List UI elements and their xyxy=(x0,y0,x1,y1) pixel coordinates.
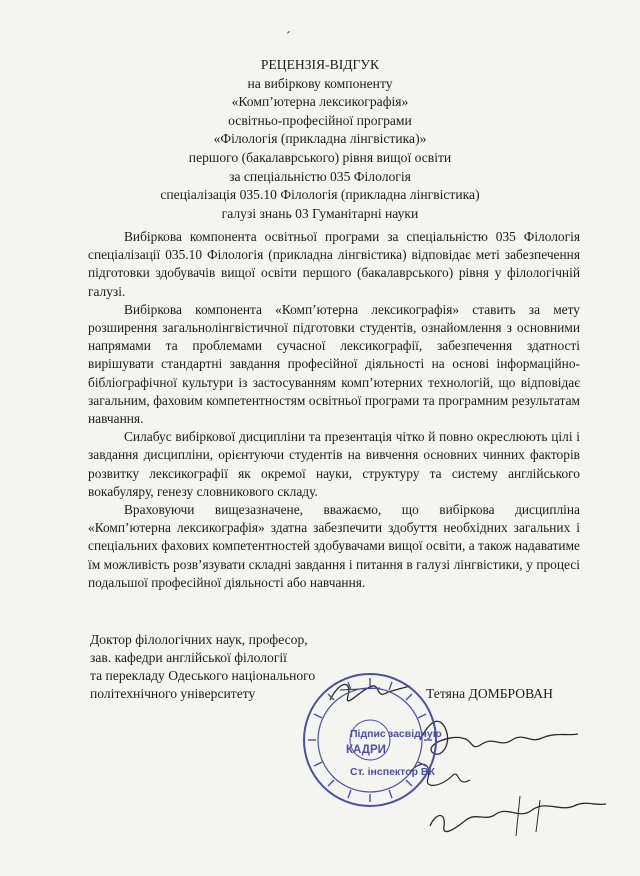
stamp-line: засвідчую xyxy=(388,728,442,740)
signer-line: зав. кафедри англійської філології xyxy=(90,650,287,665)
header-line: галузі знань 03 Гуманітарні науки xyxy=(221,205,419,221)
header-line: за спеціальністю 035 Філологія xyxy=(229,168,411,184)
header-line: спеціалізація 035.10 Філологія (прикладна лінгвістика) xyxy=(160,187,480,203)
header-line: «Комп’ютерна лексикографія» xyxy=(231,94,409,110)
body-paragraph: Силабус вибіркової дисципліни та презентація чітко й повно окреслюють цілі і завдання дисципліни, орієнтуючи студентів на вивчення основних чинних факторів розвитку лексикографії як окремої науки, структуру та систему англійського вокабуляру, генезу словникового складу. xyxy=(88,429,580,499)
stamp-line: Підпис xyxy=(350,728,386,740)
top-mark: ´ xyxy=(286,30,291,45)
signer-block xyxy=(90,631,315,703)
body-paragraph: Вибіркова компонента освітньої програми за спеціальністю 035 Філологія спеціалізації 035.10 Філологія (прикладна лінгвістика) відповідає меті забезпечення підготовки здобувачів вищої освіти першого (бакалаврського) рівня у філологічній галузі. xyxy=(88,229,580,299)
header-line: першого (бакалаврського) рівня вищої освіти xyxy=(188,149,452,165)
signer-line: політехнічного університету xyxy=(90,686,256,701)
document-body xyxy=(88,228,580,592)
document-title: РЕЦЕНЗІЯ-ВІДГУК xyxy=(260,57,380,72)
body-paragraph: Враховуючи вищезазначене, вважаємо, що вибіркова дисципліна «Комп’ютерна лексикографія» здатна забезпечити здобуття необхідних загальних і спеціальних фахових компетентностей здобувачами вищої освіти, а також надаватиме їм можливість розв’язувати складні завдання і питання в галузі лінгвістики, у процесі подальшої професійної діяльності або навчання. xyxy=(88,502,580,590)
stamp-line: Ст. інспектор ВК xyxy=(350,766,435,778)
signer-name: Тетяна ДОМБРОВАН xyxy=(426,686,553,701)
header-line: освітньо-професійної програми xyxy=(228,112,412,128)
stamp-seal-icon xyxy=(300,670,440,810)
signer-line: та перекладу Одеського національного xyxy=(90,668,316,683)
stamp-line: КАДРИ xyxy=(346,744,386,756)
header-line: «Філологія (прикладна лінгвістика)» xyxy=(213,131,427,147)
document-header xyxy=(60,56,580,223)
header-line: на вибіркову компоненту xyxy=(247,75,393,91)
signer-line: Доктор філологічних наук, професор, xyxy=(90,632,308,647)
body-paragraph: Вибіркова компонента «Комп’ютерна лексикографія» ставить за мету розширення загальнолінгвістичної підготовки студентів, ознайомлення з основними напрямами та проблемами сучасної лексикографії, забезпечення здатності вирішувати стандартні завдання професійної діяльності на основі інформаційно-бібліографічної культури із застосуванням комп’ютерних технологій, що відповідає загальним, фаховим компетентностям освітньої програми та програмним результатам навчання. xyxy=(88,301,580,427)
